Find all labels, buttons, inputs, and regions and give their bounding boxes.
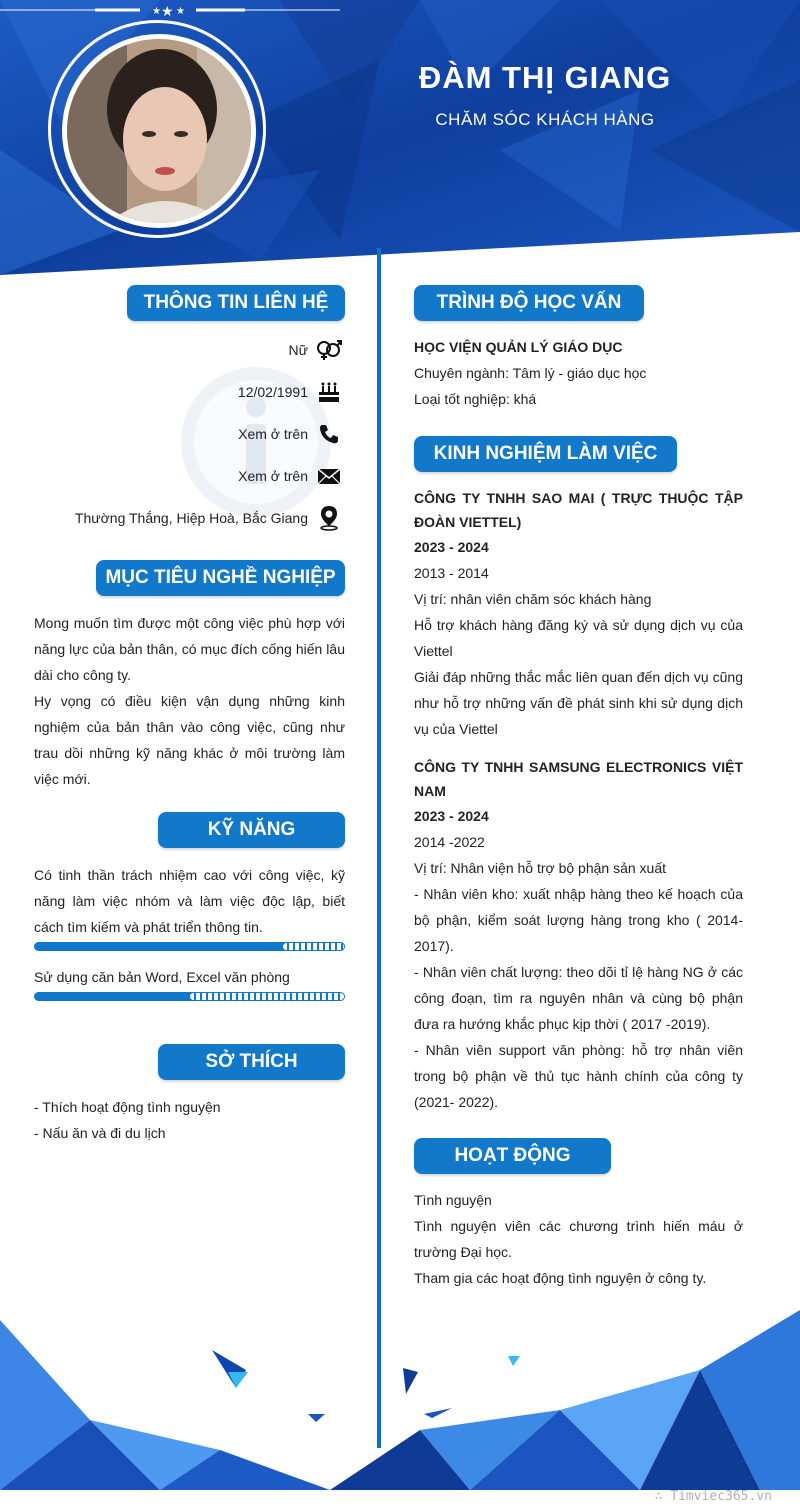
job-detail: - Nhân viên chất lượng: theo dõi tỉ lệ hàng NG ở các công đoạn, tìm ra nguyên nhân và cùng bộ phận đưa ra hướng khắc phục kịp thời ( 2017 -2019).: [414, 964, 743, 1032]
skill-1-text: Có tinh thần trách nhiệm cao với công việc, kỹ năng làm việc nhóm và làm việc độc lập, biết cách tìm kiếm và phát triển thông tin.: [34, 867, 345, 935]
skill-2-bar-remaining: [190, 993, 345, 1000]
job-title: CHĂM SÓC KHÁCH HÀNG: [435, 110, 655, 129]
contact-section-title: THÔNG TIN LIÊN HỆ: [127, 285, 345, 321]
activities-section-title: HOẠT ĐỘNG: [414, 1138, 611, 1174]
experience-job-2: [414, 755, 743, 1115]
contact-phone: [238, 421, 342, 447]
contact-gender: [289, 337, 342, 363]
svg-text:★: ★: [176, 6, 185, 17]
title-ornament: [0, 0, 340, 20]
gender-value: Nữ: [288, 342, 308, 358]
contact-email: [238, 463, 342, 489]
education-block: [414, 334, 743, 412]
hobbies-section-title: SỞ THÍCH: [158, 1044, 345, 1080]
header-banner: [0, 0, 800, 280]
candidate-name: ĐÀM THỊ GIANG: [418, 60, 672, 95]
objective-line: Mong muốn tìm được một công việc phù hợp với năng lực của bản thân, có mục đích cống hiến lâu dài cho công ty.: [34, 615, 345, 683]
job-period: 2013 - 2014: [414, 565, 489, 581]
education-major: Chuyên ngành: Tâm lý - giáo dục học: [414, 365, 647, 381]
gender-icon: [316, 337, 342, 363]
activity-line: Tham gia các hoạt động tình nguyện ở công ty.: [414, 1270, 707, 1286]
column-divider: [377, 248, 381, 1448]
svg-text:★: ★: [161, 4, 174, 20]
site-watermark: ∴ Timviec365.vn: [654, 1489, 772, 1504]
phone-value[interactable]: Xem ở trên: [238, 426, 308, 442]
education-section-title: TRÌNH ĐỘ HỌC VẤN: [414, 285, 644, 321]
company-name: CÔNG TY TNHH SAO MAI ( TRỰC THUỘC TẬP ĐOÀN VIETTEL): [414, 490, 743, 530]
job-detail: Vị trí: Nhân viện hỗ trợ bộ phận sản xuất: [414, 860, 666, 876]
skill-2-bar: [34, 992, 345, 1001]
job-detail: Giải đáp những thắc mắc liên quan đến dịch vụ cũng như hỗ trợ những vấn đề phát sinh khi sử dụng dịch vụ của Viettel: [414, 669, 743, 737]
envelope-icon: [316, 463, 342, 489]
school-name: HỌC VIỆN QUẢN LÝ GIÁO DỤC: [414, 339, 623, 355]
birthday-value: 12/02/1991: [237, 384, 308, 400]
activities-block: [414, 1187, 743, 1291]
avatar-photo: [67, 39, 251, 223]
hobby-item: - Thích hoạt động tình nguyện: [34, 1099, 221, 1115]
svg-text:★: ★: [152, 6, 161, 17]
experience-job-1: [414, 486, 743, 742]
contact-address: [75, 505, 342, 531]
skill-1-bar: [34, 942, 345, 951]
email-value[interactable]: Xem ở trên: [238, 468, 308, 484]
footer-background: [0, 1310, 800, 1512]
job-detail: Hỗ trợ khách hàng đăng ký và sử dụng dịch vụ của Viettel: [414, 617, 743, 659]
job-detail: - Nhân viên support văn phòng: hỗ trợ nhân viên trong bộ phận về thủ tục hành chính của công ty (2021- 2022).: [414, 1042, 743, 1110]
hobby-item: - Nấu ăn và đi du lịch: [34, 1125, 166, 1141]
job-period-bold: 2023 - 2024: [414, 539, 489, 555]
objective-line: Hy vọng có điều kiện vận dụng những kinh nghiệm của bản thân vào công việc, cũng như trau dồi những kỹ năng khác ở môi trường làm việc mới.: [34, 693, 345, 787]
skill-1-bar-remaining: [283, 943, 344, 950]
company-name: CÔNG TY TNHH SAMSUNG ELECTRONICS VIỆT NAM: [414, 759, 743, 799]
job-detail: Vị trí: nhân viên chăm sóc khách hàng: [414, 591, 652, 607]
contact-birthday: [238, 379, 342, 405]
education-grade: Loại tốt nghiệp: khá: [414, 391, 537, 407]
objective-text: [34, 610, 345, 792]
skills-section-title: KỸ NĂNG: [158, 812, 345, 848]
activity-line: Tình nguyện: [414, 1192, 492, 1208]
hobbies-list: [34, 1094, 345, 1146]
job-period: 2014 -2022: [414, 834, 485, 850]
address-value: Thường Thắng, Hiệp Hoà, Bắc Giang: [74, 510, 308, 526]
objective-section-title: MỤC TIÊU NGHỀ NGHIỆP: [96, 560, 345, 596]
avatar: [62, 34, 256, 228]
activity-line: Tình nguyện viên các chương trình hiến máu ở trường Đại học.: [414, 1218, 743, 1260]
job-period-bold: 2023 - 2024: [414, 808, 489, 824]
phone-icon: [316, 421, 342, 447]
skill-2-text: Sử dụng căn bản Word, Excel văn phòng: [34, 969, 290, 985]
location-pin-icon: [316, 505, 342, 531]
cake-icon: [316, 379, 342, 405]
experience-section-title: KINH NGHIỆM LÀM VIỆC: [414, 436, 677, 472]
job-detail: - Nhân viên kho: xuất nhập hàng theo kế hoạch của bộ phận, kiểm soát lượng hàng trong kho ( 2014-2017).: [414, 886, 743, 954]
